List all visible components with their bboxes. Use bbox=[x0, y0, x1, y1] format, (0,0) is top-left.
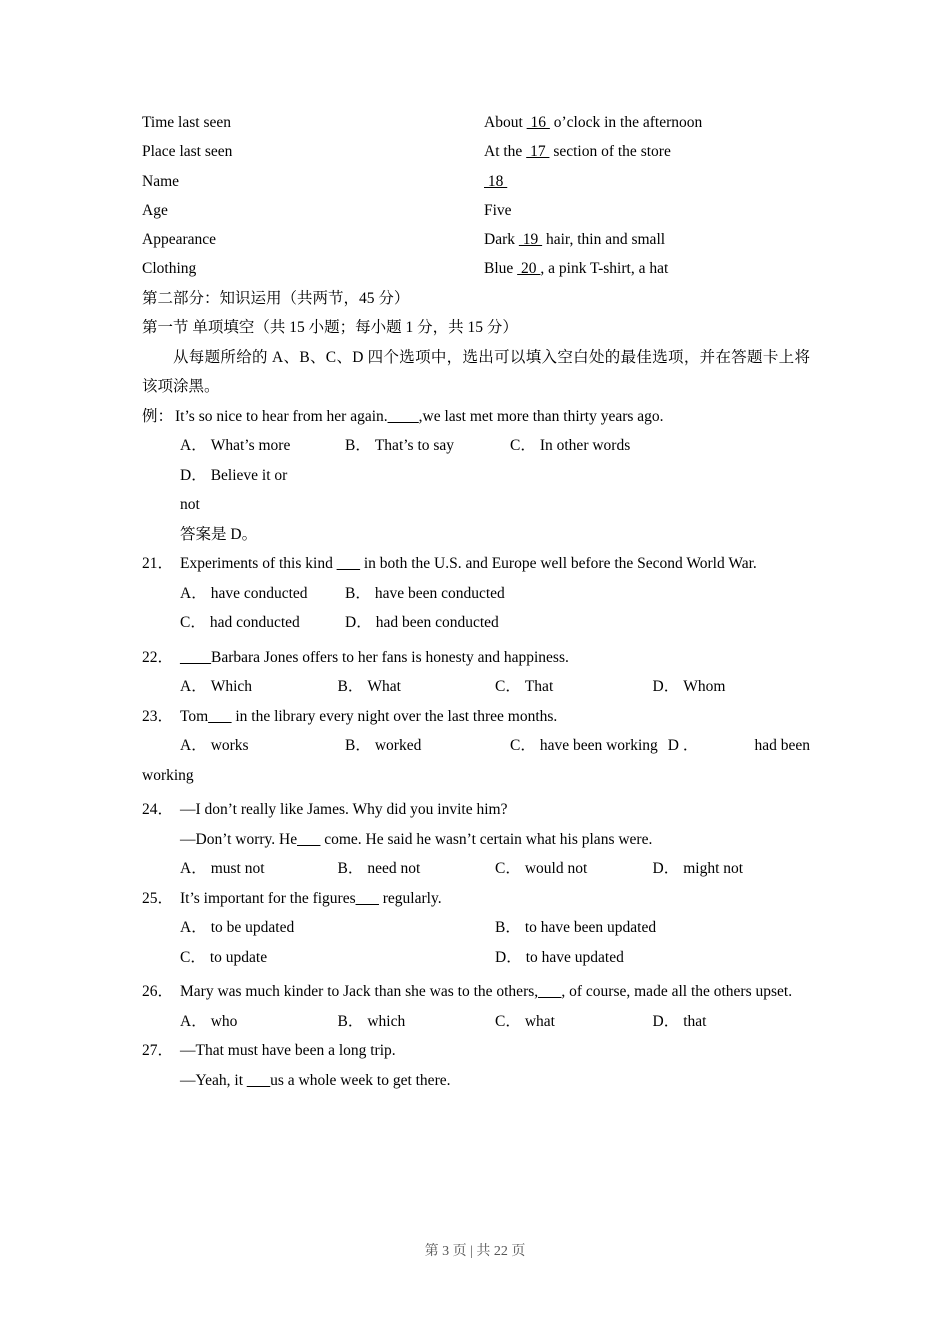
table-row bbox=[142, 196, 810, 225]
section-instruction: 从每题所给的 A、B、C、D 四个选项中，选出可以填入空白处的最佳选项，并在答题卡上将该项涂黑。 bbox=[142, 348, 810, 396]
example-option-b bbox=[345, 431, 510, 461]
option-letter: C． bbox=[180, 948, 206, 966]
question-stem-line2 bbox=[142, 825, 810, 855]
answer-blank-16: 16 bbox=[526, 114, 550, 131]
stem-after: regularly. bbox=[378, 889, 442, 907]
option-d[interactable] bbox=[668, 731, 810, 761]
value-text-before: Blue bbox=[484, 260, 518, 278]
option-text: to have updated bbox=[525, 948, 624, 966]
info-label: Place last seen bbox=[142, 143, 233, 161]
question-number: 26． bbox=[142, 983, 174, 1001]
info-value bbox=[484, 254, 810, 283]
value-text-after: o’clock in the afternoon bbox=[549, 114, 703, 131]
stem-before: Mary was much kinder to Jack than she was to the others, bbox=[180, 983, 539, 1001]
question-blank: ___ bbox=[208, 707, 232, 725]
option-a[interactable] bbox=[180, 854, 338, 884]
value-text-before: About bbox=[484, 114, 527, 131]
stem-after: in both the U.S. and Europe well before the Second World War. bbox=[359, 555, 757, 573]
example-options-wrap: not bbox=[180, 496, 200, 514]
option-letter: C． bbox=[495, 1012, 521, 1030]
subline-before: —Don’t worry. He bbox=[180, 830, 298, 848]
option-d[interactable] bbox=[653, 672, 811, 702]
option-text: which bbox=[367, 1012, 406, 1030]
question-options-wrap: working bbox=[142, 766, 194, 784]
info-value bbox=[484, 167, 810, 196]
option-letter: D． bbox=[652, 1012, 680, 1030]
option-letter: B． bbox=[345, 437, 371, 455]
stem-before: Tom bbox=[180, 707, 209, 725]
subline-before: —Yeah, it bbox=[180, 1071, 247, 1089]
option-text: to update bbox=[209, 948, 268, 966]
option-text: need not bbox=[367, 860, 421, 878]
question-number: 24． bbox=[142, 801, 174, 819]
option-text: must not bbox=[210, 860, 265, 878]
page-footer bbox=[0, 1240, 950, 1260]
question-blank: ___ bbox=[246, 1071, 271, 1089]
question-stem bbox=[142, 884, 810, 914]
answer-blank-17: 17 bbox=[526, 143, 550, 161]
option-text: That bbox=[524, 678, 554, 696]
example-stem-before: It’s so nice to hear from her again. bbox=[175, 407, 388, 425]
stem-before: Experiments of this kind bbox=[180, 555, 337, 573]
option-letter: B． bbox=[495, 919, 521, 937]
option-d[interactable] bbox=[495, 943, 810, 973]
question-number: 22． bbox=[142, 648, 174, 666]
subsection-heading: 第一节 单项填空（共 15 小题；每小题 1 分，共 15 分） bbox=[142, 319, 518, 337]
question-blank: ___ bbox=[538, 983, 562, 1001]
question-blank: ____ bbox=[180, 648, 211, 666]
option-letter: A． bbox=[180, 584, 207, 602]
option-letter: C． bbox=[495, 678, 521, 696]
option-letter: B． bbox=[345, 584, 371, 602]
question-options-row-2 bbox=[142, 943, 810, 973]
option-text: what bbox=[524, 1012, 555, 1030]
question-stem bbox=[142, 977, 810, 1007]
option-b[interactable] bbox=[345, 579, 510, 609]
question-options bbox=[142, 672, 810, 702]
example-answer: 答案是 D。 bbox=[180, 525, 258, 543]
option-text: Believe it or bbox=[210, 466, 288, 484]
option-letter: A． bbox=[180, 737, 207, 755]
question-21 bbox=[142, 549, 810, 638]
option-d[interactable] bbox=[345, 608, 510, 638]
value-text-after: , a pink T-shirt, a hat bbox=[540, 260, 669, 278]
question-options-row-1 bbox=[142, 913, 810, 943]
info-label: Appearance bbox=[142, 231, 217, 249]
table-row bbox=[142, 108, 810, 137]
option-d[interactable] bbox=[653, 1007, 811, 1037]
option-text: who bbox=[210, 1012, 238, 1030]
page-number-label: 第 3 页 | 共 22 页 bbox=[424, 1244, 526, 1259]
option-text: had been conducted bbox=[375, 614, 499, 632]
option-letter: B． bbox=[345, 737, 371, 755]
option-c[interactable] bbox=[495, 672, 653, 702]
question-24 bbox=[142, 795, 810, 884]
info-label: Name bbox=[142, 172, 180, 190]
answer-blank-19: 19 bbox=[518, 231, 543, 249]
example-stem-after: ,we last met more than thirty years ago. bbox=[418, 407, 664, 425]
question-stem bbox=[142, 643, 810, 673]
subline-after: us a whole week to get there. bbox=[270, 1071, 451, 1089]
option-d[interactable] bbox=[653, 854, 811, 884]
value-text-before: Dark bbox=[484, 231, 519, 249]
option-text: What bbox=[367, 678, 401, 696]
table-row bbox=[142, 225, 810, 254]
option-letter: A． bbox=[180, 1012, 207, 1030]
option-text: might not bbox=[683, 860, 744, 878]
stem-before: —I don’t really like James. Why did you invite him? bbox=[180, 801, 508, 819]
example-option-c bbox=[510, 431, 675, 461]
stem-after: , of course, made all the others upset. bbox=[561, 983, 793, 1001]
option-text: had conducted bbox=[209, 614, 300, 632]
value-text-after: hair, thin and small bbox=[542, 231, 666, 249]
value-text-after: section of the store bbox=[549, 143, 671, 161]
option-c[interactable] bbox=[180, 608, 345, 638]
table-row bbox=[142, 167, 810, 196]
table-row bbox=[142, 137, 810, 166]
stem-before: It’s important for the figures bbox=[180, 889, 356, 907]
question-number: 21． bbox=[142, 555, 174, 573]
example-blank: ____ bbox=[387, 407, 419, 425]
question-options-row-2 bbox=[142, 608, 810, 638]
option-c[interactable] bbox=[495, 854, 653, 884]
option-letter: D． bbox=[345, 614, 372, 632]
value-text-before: Five bbox=[484, 201, 512, 219]
option-text: have conducted bbox=[210, 584, 308, 602]
option-text: have been conducted bbox=[374, 584, 505, 602]
question-options-row-1 bbox=[142, 579, 810, 609]
option-letter: D ． bbox=[667, 737, 699, 755]
example-label: 例： bbox=[142, 407, 174, 425]
option-text: Whom bbox=[683, 678, 726, 696]
question-options bbox=[142, 1007, 810, 1037]
option-text: would not bbox=[524, 860, 588, 878]
option-letter: A． bbox=[180, 919, 207, 937]
option-text: In other words bbox=[539, 437, 631, 455]
question-22 bbox=[142, 643, 810, 702]
stem-before: —That must have been a long trip. bbox=[180, 1042, 396, 1060]
option-letter: C． bbox=[510, 737, 536, 755]
option-a[interactable] bbox=[180, 672, 338, 702]
question-26 bbox=[142, 977, 810, 1036]
option-letter: B． bbox=[337, 1012, 364, 1030]
info-label: Clothing bbox=[142, 260, 197, 278]
answer-blank-20: 20 bbox=[517, 260, 541, 278]
question-blank: ___ bbox=[336, 555, 360, 573]
value-text-before: At the bbox=[484, 143, 527, 161]
question-23 bbox=[142, 702, 810, 791]
stem-after: Barbara Jones offers to her fans is honesty and happiness. bbox=[211, 648, 569, 666]
question-options bbox=[142, 854, 810, 884]
question-stem bbox=[142, 549, 810, 579]
option-letter: C． bbox=[180, 614, 206, 632]
option-b[interactable] bbox=[338, 1007, 496, 1037]
question-blank: ___ bbox=[355, 889, 379, 907]
stem-after: in the library every night over the last three months. bbox=[231, 707, 558, 725]
option-letter: D． bbox=[652, 678, 680, 696]
example-option-d bbox=[180, 461, 345, 491]
example-options bbox=[142, 431, 810, 490]
option-text: to have been updated bbox=[524, 919, 657, 937]
question-number: 23． bbox=[142, 707, 174, 725]
option-letter: C． bbox=[495, 860, 521, 878]
question-stem bbox=[142, 795, 810, 825]
info-label: Age bbox=[142, 201, 168, 219]
option-a[interactable] bbox=[180, 731, 345, 761]
info-value bbox=[484, 225, 810, 254]
question-27 bbox=[142, 1036, 810, 1095]
option-letter: B． bbox=[337, 860, 364, 878]
option-c[interactable] bbox=[180, 943, 495, 973]
part-heading: 第二部分：知识运用（共两节，45 分） bbox=[142, 289, 410, 307]
option-text: have been working bbox=[539, 737, 658, 755]
example-stem bbox=[142, 402, 810, 432]
option-a[interactable] bbox=[180, 913, 495, 943]
option-letter: A． bbox=[180, 860, 207, 878]
info-label: Time last seen bbox=[142, 114, 231, 131]
info-value bbox=[484, 196, 810, 225]
info-value bbox=[484, 137, 810, 166]
option-text: had been bbox=[754, 737, 810, 755]
option-a[interactable] bbox=[180, 579, 345, 609]
option-text: What’s more bbox=[210, 437, 291, 455]
lost-child-info-table bbox=[142, 108, 810, 284]
option-text: That’s to say bbox=[374, 437, 455, 455]
question-stem bbox=[142, 1036, 810, 1066]
answer-blank-18: 18 bbox=[484, 172, 508, 190]
option-a[interactable] bbox=[180, 1007, 338, 1037]
option-letter: D． bbox=[495, 948, 522, 966]
example-option-a bbox=[180, 431, 345, 461]
question-stem bbox=[142, 702, 810, 732]
option-text: that bbox=[683, 1012, 707, 1030]
option-letter: B． bbox=[337, 678, 364, 696]
option-text: Which bbox=[210, 678, 253, 696]
option-c[interactable] bbox=[495, 1007, 653, 1037]
option-text: works bbox=[210, 737, 249, 755]
question-stem-line2 bbox=[142, 1066, 810, 1096]
question-25 bbox=[142, 884, 810, 973]
question-number: 25． bbox=[142, 889, 174, 907]
option-letter: A． bbox=[180, 437, 207, 455]
option-b[interactable] bbox=[345, 731, 510, 761]
question-options bbox=[142, 731, 810, 761]
question-number: 27． bbox=[142, 1042, 174, 1060]
option-letter: D． bbox=[180, 466, 207, 484]
option-text: worked bbox=[374, 737, 422, 755]
option-b[interactable] bbox=[338, 672, 496, 702]
table-row bbox=[142, 254, 810, 283]
option-c[interactable] bbox=[510, 731, 658, 761]
option-letter: D． bbox=[652, 860, 680, 878]
question-blank: ___ bbox=[297, 830, 321, 848]
option-text: to be updated bbox=[210, 919, 295, 937]
option-b[interactable] bbox=[338, 854, 496, 884]
option-b[interactable] bbox=[495, 913, 810, 943]
option-letter: C． bbox=[510, 437, 536, 455]
page-content bbox=[142, 108, 810, 1095]
subline-after: come. He said he wasn’t certain what his plans were. bbox=[320, 830, 653, 848]
info-value bbox=[484, 108, 810, 137]
option-letter: A． bbox=[180, 678, 207, 696]
